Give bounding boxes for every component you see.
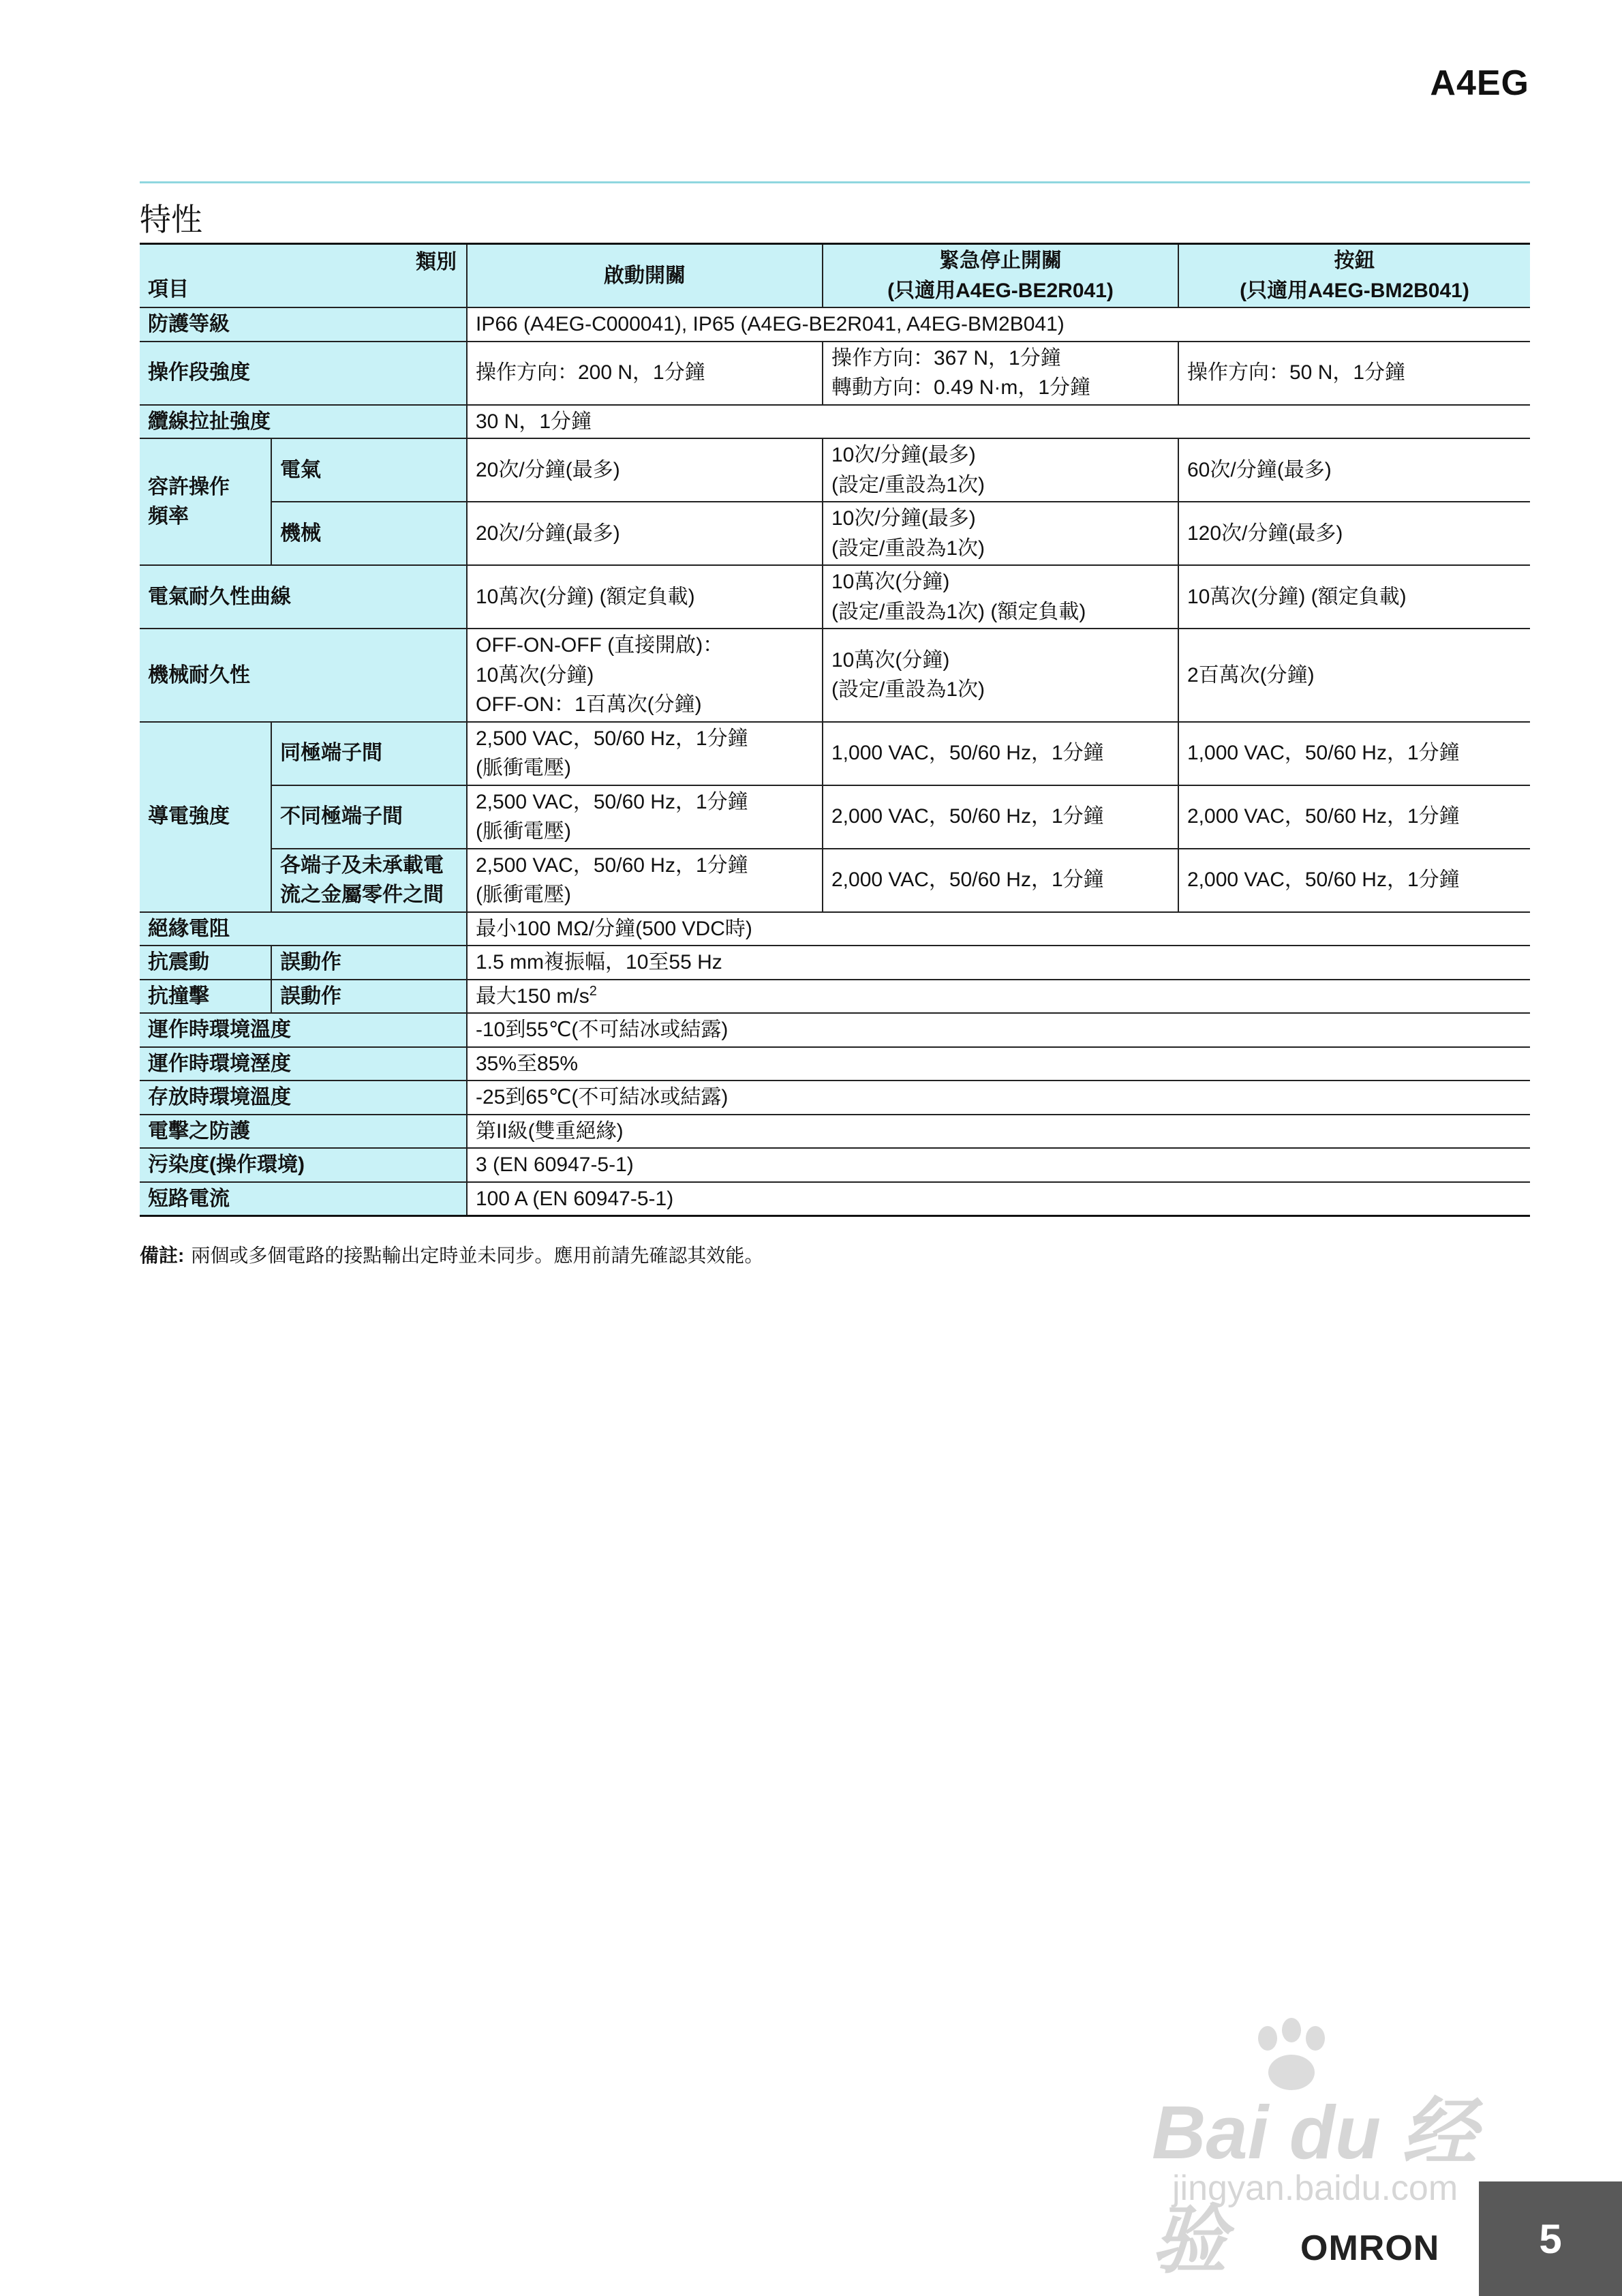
row-sublabel: 誤動作: [271, 946, 467, 980]
row-value: 30 N，1分鐘: [467, 405, 1530, 439]
row-label: 電擊之防護: [140, 1115, 467, 1149]
cell-value: 10次/分鐘(最多) (設定/重設為1次): [823, 438, 1178, 502]
cell-value: 60次/分鐘(最多): [1178, 438, 1530, 502]
table-header-row: [140, 244, 1530, 308]
cell-value: 10萬次(分鐘) (設定/重設為1次) (額定負載): [823, 565, 1178, 629]
table-row: [140, 946, 1530, 980]
row-label: 短路電流: [140, 1182, 467, 1216]
watermark-url: jingyan.baidu.com: [1172, 2169, 1458, 2208]
cell-value: 2,500 VAC，50/60 Hz，1分鐘 (脈衝電壓): [467, 785, 823, 849]
row-label: 抗震動: [140, 946, 271, 980]
cell-value: 20次/分鐘(最多): [467, 438, 823, 502]
row-sublabel: 電氣: [271, 438, 467, 502]
table-row: [140, 849, 1530, 912]
footnote-text: 兩個或多個電路的接點輸出定時並未同步。應用前請先確認其效能。: [191, 1245, 764, 1266]
table-row: [140, 722, 1530, 785]
table-row: [140, 1148, 1530, 1182]
row-label: 絕緣電阻: [140, 912, 467, 946]
cell-value: 20次/分鐘(最多): [467, 502, 823, 565]
row-sublabel: 誤動作: [271, 980, 467, 1014]
row-value: 35%至85%: [467, 1047, 1530, 1081]
row-label: 纜線拉扯強度: [140, 405, 467, 439]
row-group-label: 導電強度: [140, 722, 271, 912]
cell-value: 2,500 VAC，50/60 Hz，1分鐘 (脈衝電壓): [467, 722, 823, 785]
footnote-label: 備註:: [140, 1245, 185, 1266]
cell-value: 10萬次(分鐘) (額定負載): [467, 565, 823, 629]
row-sublabel: 同極端子間: [271, 722, 467, 785]
cell-value: 2,000 VAC，50/60 Hz，1分鐘: [823, 849, 1178, 912]
table-row: [140, 785, 1530, 849]
row-value: 最大150 $m/s^2$: [467, 980, 1530, 1014]
header-emergency-stop: 緊急停止開關 (只適用A4EG-BE2R041): [823, 244, 1178, 308]
product-title: A4EG: [1430, 63, 1529, 103]
row-value: 3 (EN 60947-5-1): [467, 1148, 1530, 1182]
table-row: [140, 502, 1530, 565]
header-divider: [140, 181, 1530, 183]
row-sublabel: 機械: [271, 502, 467, 565]
table-row: [140, 980, 1530, 1014]
cell-value: 操作方向：200 N，1分鐘: [467, 342, 823, 405]
cell-value: 10萬次(分鐘) (設定/重設為1次): [823, 629, 1178, 722]
row-label: 防護等級: [140, 307, 467, 342]
row-value: 第II級(雙重絕緣): [467, 1115, 1530, 1149]
table-row: [140, 912, 1530, 946]
cell-value: OFF-ON-OFF (直接開啟)： 10萬次(分鐘) OFF-ON：1百萬次(分鐘): [467, 629, 823, 722]
table-row: [140, 1047, 1530, 1081]
cell-value: 10萬次(分鐘) (額定負載): [1178, 565, 1530, 629]
row-label: 運作時環境溼度: [140, 1047, 467, 1081]
row-label: 運作時環境溫度: [140, 1013, 467, 1047]
cell-value: 2,000 VAC，50/60 Hz，1分鐘: [823, 785, 1178, 849]
row-value: -10到55℃(不可結冰或結露): [467, 1013, 1530, 1047]
row-value: -25到65℃(不可結冰或結露): [467, 1081, 1530, 1115]
table-row: [140, 1081, 1530, 1115]
cell-value: 2,500 VAC，50/60 Hz，1分鐘 (脈衝電壓): [467, 849, 823, 912]
header-item: 項目: [148, 277, 189, 301]
header-category: 類別: [416, 251, 457, 273]
row-group-label: 容許操作 頻率: [140, 438, 271, 565]
table-row: [140, 1115, 1530, 1149]
header-corner-cell: [140, 244, 467, 308]
row-sublabel: 不同極端子間: [271, 785, 467, 849]
row-value: 1.5 mm複振幅，10至55 Hz: [467, 946, 1530, 980]
cell-value: 操作方向：367 N，1分鐘 轉動方向：0.49 N·m，1分鐘: [823, 342, 1178, 405]
footnote: [140, 1241, 763, 1268]
omron-logo: OMRON: [1300, 2229, 1440, 2268]
table-row: [140, 629, 1530, 722]
cell-value: 2百萬次(分鐘): [1178, 629, 1530, 722]
cell-value: 2,000 VAC，50/60 Hz，1分鐘: [1178, 849, 1530, 912]
row-label: 機械耐久性: [140, 629, 467, 722]
cell-value: 120次/分鐘(最多): [1178, 502, 1530, 565]
row-label: 污染度(操作環境): [140, 1148, 467, 1182]
row-label: 抗撞擊: [140, 980, 271, 1014]
page-number: 5: [1479, 2181, 1622, 2296]
row-value: 最小100 MΩ/分鐘(500 VDC時): [467, 912, 1530, 946]
table-row: [140, 307, 1530, 342]
cell-value: 1,000 VAC，50/60 Hz，1分鐘: [823, 722, 1178, 785]
table-row: [140, 438, 1530, 502]
watermark-brand: Bai du 经验: [1152, 2091, 1477, 2282]
table-row: [140, 565, 1530, 629]
row-label: 操作段強度: [140, 342, 467, 405]
table-row: [140, 1182, 1530, 1216]
row-label: 電氣耐久性曲線: [140, 565, 467, 629]
table-row: [140, 342, 1530, 405]
cell-value: 操作方向：50 N，1分鐘: [1178, 342, 1530, 405]
header-start-switch: 啟動開關: [467, 244, 823, 308]
row-value: 100 A (EN 60947-5-1): [467, 1182, 1530, 1216]
cell-value: 2,000 VAC，50/60 Hz，1分鐘: [1178, 785, 1530, 849]
row-label: 存放時環境溫度: [140, 1081, 467, 1115]
table-row: [140, 1013, 1530, 1047]
cell-value: 10次/分鐘(最多) (設定/重設為1次): [823, 502, 1178, 565]
table-row: [140, 405, 1530, 439]
row-sublabel: 各端子及未承載電 流之金屬零件之間: [271, 849, 467, 912]
characteristics-table: [140, 243, 1530, 1217]
header-push-button: 按鈕 (只適用A4EG-BM2B041): [1178, 244, 1530, 308]
cell-value: 1,000 VAC，50/60 Hz，1分鐘: [1178, 722, 1530, 785]
section-title: 特性: [140, 202, 202, 237]
row-value: IP66 (A4EG-C000041), IP65 (A4EG-BE2R041, A4EG-BM2B041): [467, 307, 1530, 342]
